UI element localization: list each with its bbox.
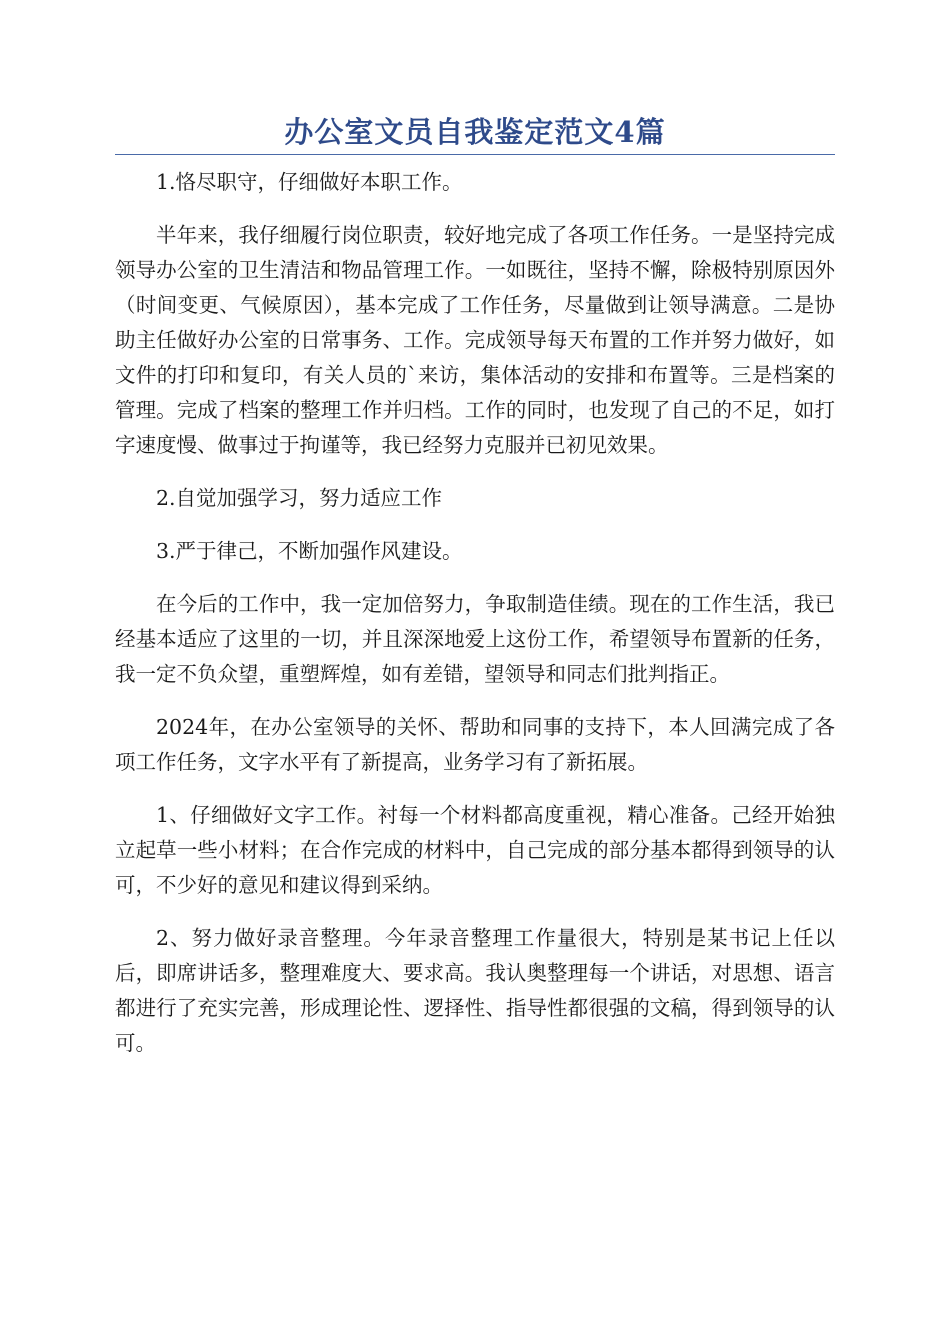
paragraph-4: 3.严于律己，不断加强作风建设。	[156, 539, 463, 563]
paragraph-7: 1、仔细做好文字工作。衬每一个材料都高度重视，精心准备。己经开始独立起草一些小材料；在合作完成的材料中，自己完成的部分基本都得到领导的认可，不少好的意见和建议得到采纳。	[115, 803, 835, 897]
title-underline	[115, 154, 835, 155]
document-title: 办公室文员自我鉴定范文4篇	[284, 115, 666, 149]
paragraph-6: 2024年，在办公室领导的关怀、帮助和同事的支持下，本人回满完成了各项工作任务，文字水平有了新提高，业务学习有了新拓展。	[115, 715, 835, 774]
paragraph-2: 半年来，我仔细履行岗位职责，较好地完成了各项工作任务。一是坚持完成领导办公室的卫生清洁和物品管理工作。一如既往，坚持不懈，除极特别原因外（时间变更、气候原因），基本完成了工作任务，尽量做到让领导满意。二是协助主任做好办公室的日常事务、工作。完成领导每天布置的工作并努力做好，如文件的打印和复印，有关人员的`来访，集体活动的安排和布置等。三是档案的管理。完成了档案的整理工作并归档。工作的同时，也发现了自己的不足，如打字速度慢、做事过于拘谨等，我已经努力克服并已初见效果。	[115, 223, 835, 457]
paragraph-5: 在今后的工作中，我一定加倍努力，争取制造佳绩。现在的工作生活，我已经基本适应了这里的一切，并且深深地爱上这份工作，希望领导布置新的任务，我一定不负众望，重塑辉煌，如有差错，望领导和同志们批判指正。	[115, 592, 835, 686]
paragraph-1: 1.恪尽职守，仔细做好本职工作。	[156, 170, 463, 194]
paragraph-3: 2.自觉加强学习，努力适应工作	[156, 486, 443, 510]
document-page	[115, 112, 835, 1079]
paragraph-8: 2、努力做好录音整理。今年录音整理工作量很大，特别是某书记上任以后，即席讲话多，整理难度大、要求高。我认奥整理每一个讲话，对思想、语言都进行了充实完善，形成理论性、逻择性、指导性都很强的文稿，得到领导的认可。	[115, 926, 835, 1055]
